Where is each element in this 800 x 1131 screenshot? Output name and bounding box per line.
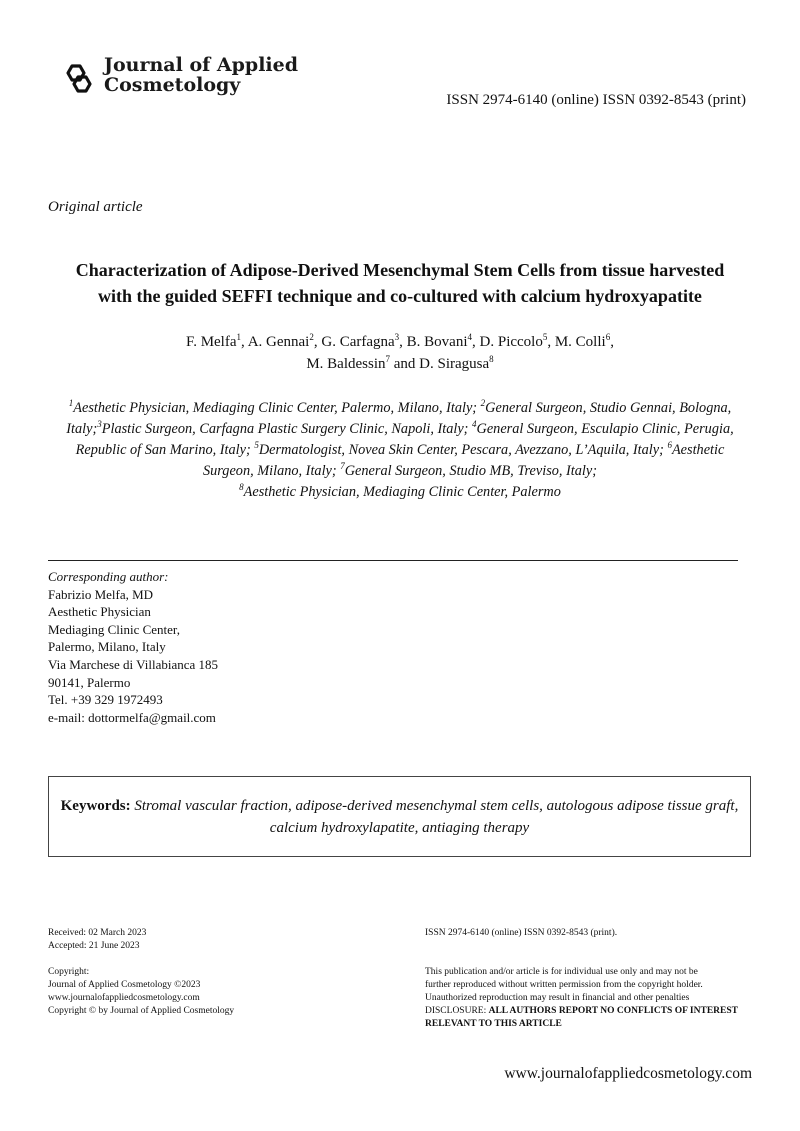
keywords-label: Keywords: [60, 797, 131, 814]
corresponding-line: Mediaging Clinic Center, [48, 621, 180, 637]
affil-sup: 5 [254, 440, 259, 451]
author-name: G. Carfagna [321, 334, 395, 350]
article-dates [48, 927, 146, 953]
author-separator: and [390, 356, 420, 372]
corresponding-line: Palermo, Milano, Italy [48, 639, 166, 655]
affil-text: Aesthetic Physician, Mediaging Clinic Center, Palermo [243, 484, 561, 500]
copyright-line: Copyright: [48, 967, 90, 977]
article-title [40, 257, 760, 309]
affil-sup: 6 [667, 440, 672, 451]
disclosure [425, 1005, 755, 1031]
author-separator: , [547, 334, 555, 350]
journal-website: www.journalofappliedcosmetology.com [504, 1065, 752, 1082]
received-date: Received: 02 March 2023 [48, 928, 147, 938]
affil-sup: 2 [480, 398, 486, 409]
author-separator: , [241, 334, 248, 350]
corresponding-line: Tel. +39 329 1972493 [48, 692, 163, 708]
disclosure-text: ALL AUTHORS REPORT NO CONFLICTS OF INTEREST RELEVANT TO THIS ARTICLE [425, 1006, 738, 1029]
author-line-1 [40, 331, 760, 353]
disclosure-label: DISCLOSURE: [425, 1006, 489, 1016]
affil-text: General Surgeon, Studio MB, Treviso, Italy; [344, 463, 598, 479]
author-sup: 1 [236, 332, 242, 342]
header-issn: ISSN 2974-6140 (online) ISSN 0392-8543 (print) [446, 92, 746, 108]
notice-line: Unauthorized reproduction may result in financial and other penalties [425, 993, 690, 1003]
title-line-2: with the guided SEFFI technique and co-cultured with calcium hydroxyapatite [98, 286, 702, 306]
author-name: M. Colli [554, 334, 606, 350]
author-separator: , [610, 334, 614, 350]
reproduction-notice [425, 966, 755, 1031]
notice-line: This publication and/or article is for individual use only and may not be [425, 967, 698, 977]
affil-sup: 3 [97, 419, 102, 430]
affil-sup: 4 [472, 419, 477, 430]
affil-sup: 1 [68, 398, 74, 409]
copyright-line: Copyright © by Journal of Applied Cosmetology [48, 1006, 235, 1016]
author-line-2 [40, 353, 760, 375]
author-list [40, 331, 760, 375]
author-name: D. Siragusa [419, 356, 490, 372]
author-separator: , [313, 334, 322, 350]
author-name: A. Gennai [247, 334, 310, 350]
keywords-text: Stromal vascular fraction, adipose-derived mesenchymal stem cells, autologous adipose tissue graft, calcium hydroxylapatite, antiaging therapy [134, 797, 739, 836]
hexagon-chain-logo-icon [60, 60, 98, 98]
journal-name [104, 55, 298, 95]
keywords-box [48, 776, 751, 857]
journal-name-line1: Journal of Applied [104, 54, 299, 76]
author-sup: 6 [605, 332, 611, 342]
section-divider [48, 560, 738, 561]
author-sup: 4 [467, 332, 473, 342]
journal-logo [60, 54, 299, 102]
corresponding-label: Corresponding author: [48, 569, 169, 584]
affiliations [60, 398, 740, 503]
author-name: F. Melfa [186, 334, 237, 350]
corresponding-line: 90141, Palermo [48, 674, 131, 690]
accepted-date: Accepted: 21 June 2023 [48, 941, 140, 951]
author-sup: 7 [385, 354, 390, 364]
corresponding-author-block [48, 568, 218, 726]
author-name: B. Bovani [406, 334, 468, 350]
author-separator: , [472, 334, 480, 350]
affil-text: General Surgeon, Studio Gennai, Bologna, Italy; [66, 400, 732, 437]
affil-sup: 7 [340, 461, 345, 472]
title-line-1: Characterization of Adipose-Derived Mesenchymal Stem Cells from tissue harvested [75, 260, 725, 280]
copyright-block [48, 966, 234, 1018]
corresponding-line: Fabrizio Melfa, MD [48, 586, 154, 602]
author-name: M. Baldessin [306, 356, 386, 372]
affil-text: Dermatologist, Novea Skin Center, Pescara, Avezzano, L’Aquila, Italy; [258, 442, 668, 458]
author-sup: 3 [394, 332, 400, 342]
affil-text: Aesthetic Surgeon, Milano, Italy; [202, 442, 725, 479]
corresponding-line: Aesthetic Physician [48, 604, 151, 620]
author-name: D. Piccolo [479, 334, 543, 350]
copyright-line: Journal of Applied Cosmetology ©2023 [48, 980, 201, 990]
author-separator: , [399, 334, 407, 350]
copyright-url: www.journalofappliedcosmetology.com [48, 993, 200, 1003]
affil-text: Plastic Surgeon, Carfagna Plastic Surgery Clinic, Napoli, Italy; [101, 421, 472, 437]
corresponding-line: Via Marchese di Villabianca 185 [48, 656, 219, 672]
journal-name-line2: Cosmetology [104, 74, 241, 96]
keywords [57, 795, 742, 839]
author-sup: 2 [309, 332, 314, 342]
affil-text: General Surgeon, Esculapio Clinic, Perugia, Republic of San Marino, Italy; [75, 421, 734, 458]
article-type: Original article [48, 199, 143, 215]
notice-line: further reproduced without written permission from the copyright holder. [425, 980, 703, 990]
author-sup: 8 [489, 354, 494, 364]
author-sup: 5 [542, 332, 548, 342]
footer-issn: ISSN 2974-6140 (online) ISSN 0392-8543 (print). [425, 928, 618, 938]
affil-text: Aesthetic Physician, Mediaging Clinic Center, Palermo, Milano, Italy; [73, 400, 481, 416]
corresponding-email: e-mail: dottormelfa@gmail.com [48, 709, 216, 725]
affil-sup: 8 [239, 482, 244, 493]
